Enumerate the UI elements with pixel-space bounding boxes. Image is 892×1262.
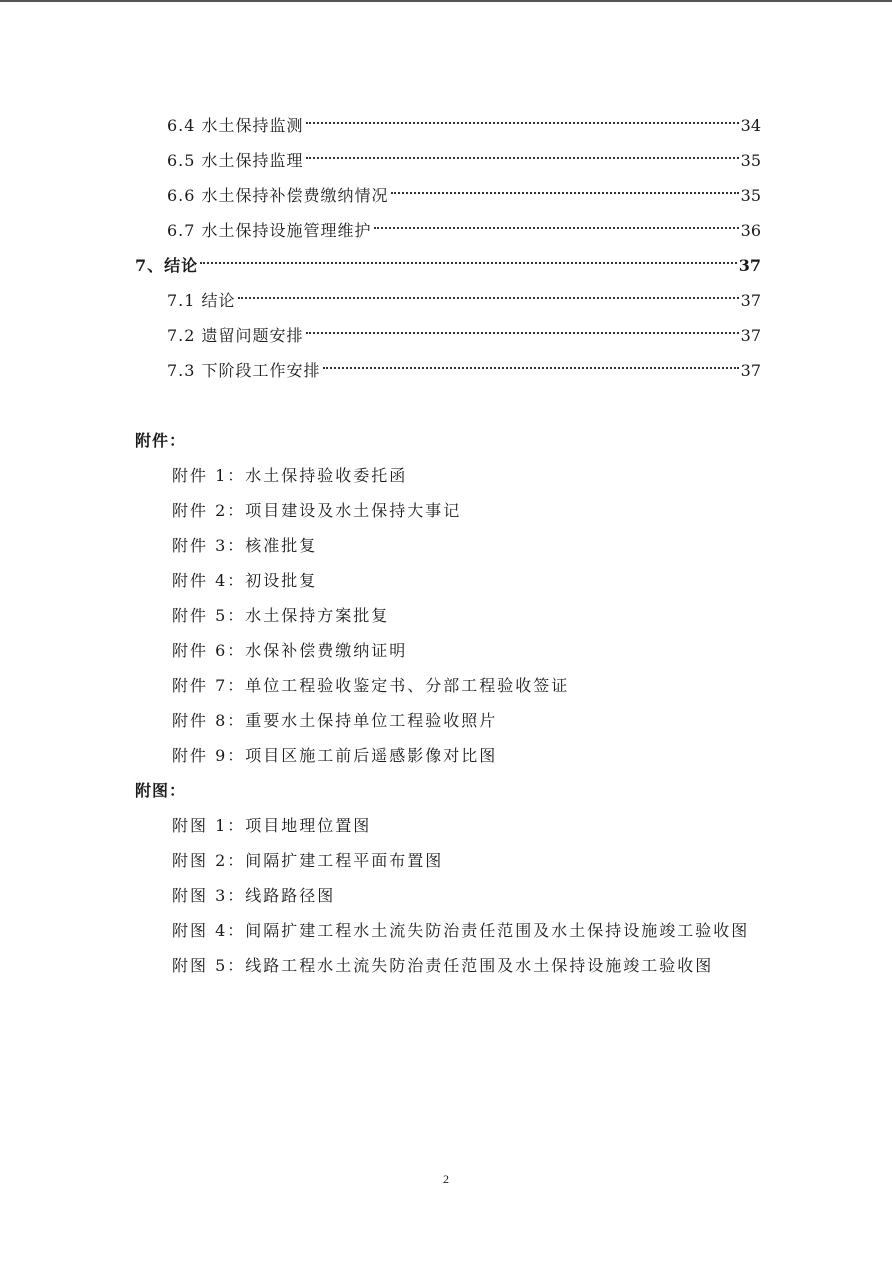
- attachment-item[interactable]: 附件 8：重要水土保持单位工程验收照片: [172, 711, 498, 730]
- toc-entry-page: 35: [740, 151, 761, 170]
- attachment-item[interactable]: 附件 2：项目建设及水土保持大事记: [172, 501, 462, 520]
- attachments-heading: 附件：: [135, 431, 187, 450]
- toc-entry-page: 37: [738, 256, 761, 275]
- attachment-item[interactable]: 附件 7：单位工程验收鉴定书、分部工程验收签证: [172, 676, 570, 695]
- figure-item[interactable]: 附图 4：间隔扩建工程水土流失防治责任范围及水土保持设施竣工验收图: [172, 921, 750, 940]
- toc-entry[interactable]: [135, 178, 761, 213]
- toc-entry-label: 7、结论: [135, 256, 199, 275]
- toc-entry[interactable]: [135, 108, 761, 143]
- figures-heading: 附图：: [135, 781, 187, 800]
- toc-entry-page: 36: [740, 221, 761, 240]
- toc-dot-leader: [306, 157, 739, 159]
- toc-dot-leader: [391, 192, 739, 194]
- toc-entry[interactable]: [135, 318, 761, 353]
- toc-entry-label: 6.4 水土保持监测: [167, 116, 304, 135]
- toc-entry-page: 35: [740, 186, 761, 205]
- toc-entry[interactable]: [135, 283, 761, 318]
- attachment-item[interactable]: 附件 9：项目区施工前后遥感影像对比图: [172, 746, 498, 765]
- attachment-item[interactable]: 附件 3：核准批复: [172, 536, 318, 555]
- toc-dot-leader: [323, 367, 739, 369]
- toc-entry-page: 37: [740, 326, 761, 345]
- toc-entry-label: 6.7 水土保持设施管理维护: [167, 221, 372, 240]
- appendix-section: [135, 423, 775, 983]
- toc-entry[interactable]: [135, 213, 761, 248]
- toc-dot-leader: [306, 332, 739, 334]
- toc-dot-leader: [306, 122, 739, 124]
- attachment-item[interactable]: 附件 5：水土保持方案批复: [172, 606, 390, 625]
- toc-dot-leader: [374, 227, 739, 229]
- toc-chapter-entry[interactable]: [135, 248, 761, 283]
- attachment-item[interactable]: 附件 4：初设批复: [172, 571, 318, 590]
- toc-entry[interactable]: [135, 143, 761, 178]
- attachment-item[interactable]: 附件 6：水保补偿费缴纳证明: [172, 641, 408, 660]
- toc-dot-leader: [200, 262, 737, 264]
- toc-entry-label: 6.5 水土保持监理: [167, 151, 304, 170]
- page-number: 2: [443, 1172, 449, 1186]
- toc-entry-label: 7.1 结论: [167, 291, 236, 310]
- figure-item[interactable]: 附图 1：项目地理位置图: [172, 816, 372, 835]
- top-border-rule: [0, 0, 892, 2]
- figure-item[interactable]: 附图 2：间隔扩建工程平面布置图: [172, 851, 444, 870]
- toc-entry-page: 37: [740, 361, 761, 380]
- toc-entry-label: 7.3 下阶段工作安排: [167, 361, 321, 380]
- toc-entry[interactable]: [135, 353, 761, 388]
- figure-item[interactable]: 附图 5：线路工程水土流失防治责任范围及水土保持设施竣工验收图: [172, 956, 714, 975]
- toc-entry-page: 37: [740, 291, 761, 310]
- toc-entry-page: 34: [740, 116, 761, 135]
- toc-dot-leader: [238, 297, 739, 299]
- toc-entry-label: 6.6 水土保持补偿费缴纳情况: [167, 186, 389, 205]
- table-of-contents: [135, 108, 761, 388]
- toc-entry-label: 7.2 遗留问题安排: [167, 326, 304, 345]
- figure-item[interactable]: 附图 3：线路路径图: [172, 886, 336, 905]
- attachment-item[interactable]: 附件 1：水土保持验收委托函: [172, 466, 408, 485]
